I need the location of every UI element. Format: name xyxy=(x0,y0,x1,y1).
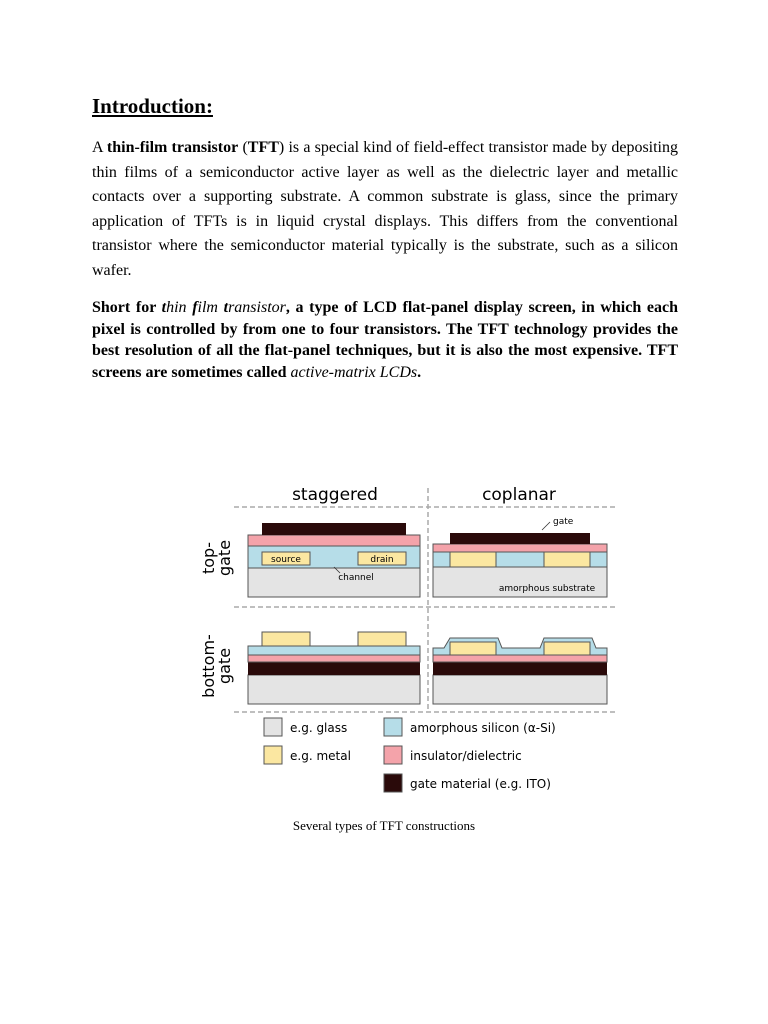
tft-diagram xyxy=(192,476,622,806)
diagram-top-coplanar xyxy=(433,517,607,597)
diagram-bottom-coplanar xyxy=(433,638,607,704)
para2-intro: Short for xyxy=(92,299,162,316)
para1-abbr: TFT xyxy=(247,139,279,156)
label-channel: channel xyxy=(338,573,374,583)
legend xyxy=(264,718,556,792)
row-label-bottom-gate xyxy=(199,634,234,698)
legend-text-gate: gate material (e.g. ITO) xyxy=(410,777,551,791)
para2-w2: ilm xyxy=(197,299,224,316)
svg-text:bottom-: bottom- xyxy=(199,634,218,698)
para2-italic-end: active-matrix LCDs xyxy=(290,363,418,381)
col-header-staggered: staggered xyxy=(292,485,378,505)
para1-rest: ) is a special kind of field-effect transistor made by depositing thin films of a semiconductor active layer as well as the dielectric layer and metallic contacts over a supporting substrate. A common substrate is glass, since the primary application of TFTs is in liquid crystal displays. This differs from the conventional transistor where the semiconductor material typically is the substrate, such as a silicon wafer. xyxy=(92,139,678,279)
svg-text:top-: top- xyxy=(199,542,218,574)
para2-w1: hin xyxy=(166,299,193,316)
legend-text-insulator: insulator/dielectric xyxy=(410,749,522,763)
legend-swatch-silicon xyxy=(384,718,402,736)
para2-body: , a type of LCD flat-panel display screen, in which each pixel is controlled by from one to four transistors. The TFT technology provides the best resolution of all the flat-panel techniques, but it is also the most expensive. TFT screens are sometimes called xyxy=(92,299,678,381)
svg-text:gate: gate xyxy=(215,539,234,577)
para2-w3: ransistor xyxy=(228,299,286,316)
para1-article: A xyxy=(92,139,107,156)
diagram-bottom-staggered xyxy=(248,632,420,704)
para2-t1: t xyxy=(161,299,167,316)
label-drain: drain xyxy=(370,555,394,565)
legend-text-metal: e.g. metal xyxy=(290,749,351,763)
para2-period: . xyxy=(417,363,422,381)
figure-caption: Several types of TFT constructions xyxy=(292,818,476,833)
tft-constructions-figure xyxy=(192,476,622,806)
row-label-top-gate xyxy=(199,540,234,576)
col-header-coplanar: coplanar xyxy=(482,485,556,505)
legend-swatch-insulator xyxy=(384,746,402,764)
legend-text-silicon: amorphous silicon (α-Si) xyxy=(410,721,556,735)
label-source: source xyxy=(271,555,301,565)
para2-t2: f xyxy=(192,299,198,316)
page-title: Introduction: xyxy=(92,94,213,118)
paragraph-short-for xyxy=(92,297,678,383)
paragraph-intro xyxy=(92,136,678,284)
label-gate: gate xyxy=(553,517,574,527)
legend-swatch-glass xyxy=(264,718,282,736)
svg-text:gate: gate xyxy=(215,647,234,685)
para1-term: thin-film transistor xyxy=(106,139,239,156)
legend-swatch-metal xyxy=(264,746,282,764)
diagram-top-staggered xyxy=(248,523,420,597)
legend-text-glass: e.g. glass xyxy=(290,721,348,735)
label-amorphous-substrate: amorphous substrate xyxy=(498,584,596,594)
para2-t3: t xyxy=(223,299,229,316)
legend-swatch-gate xyxy=(384,774,402,792)
para1-mid: ( xyxy=(238,139,248,156)
